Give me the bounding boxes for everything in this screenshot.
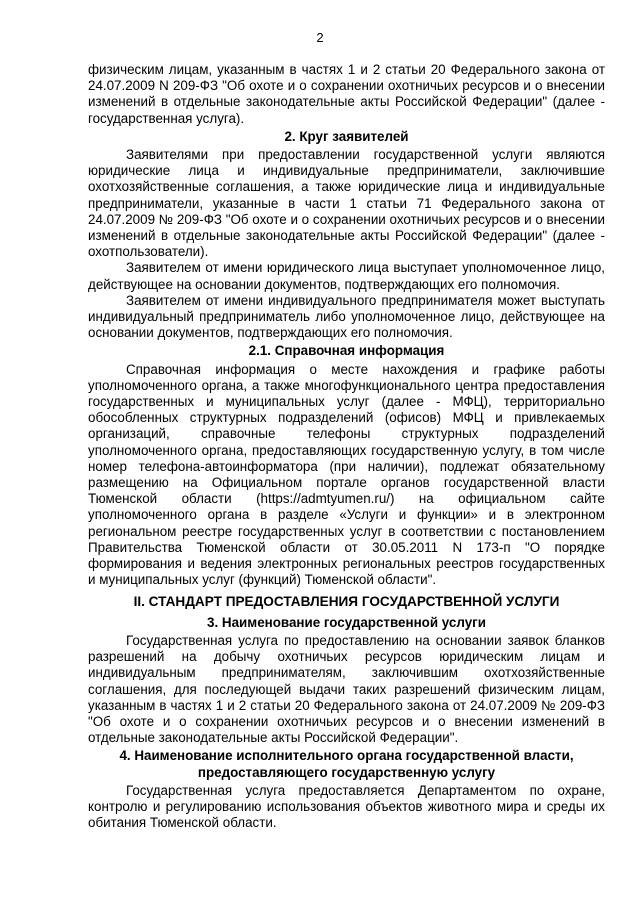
section-heading-reference-info: 2.1. Справочная информация [248, 343, 445, 359]
paragraph-executive-body: Государственная услуга предоставляется Департаментом по охране, контролю и регулированию использования объектов животного мира и среды их обитания Тюменской области. [88, 782, 605, 831]
paragraph-legal-entity-representative: Заявителем от имени юридического лица выступает уполномоченное лицо, действующее на основании документов, подтверждающих его полномочия. [88, 260, 605, 292]
paragraph-service-name: Государственная услуга по предоставлению на основании заявок бланков разрешений на добычу охотничьих ресурсов юридическим лицам и индивидуальным предпринимателям, заключившим охотхозяйственные соглашения, для последующей выдачи таких разрешений физическим лицам, указанным в частях 1 и 2 статьи 20 Федерального закона от 24.07.2009 № 209-ФЗ "Об охоте и о сохранении охотничьих ресурсов и о внесении изменений в отдельные законодательные акты Российской Федерации". [88, 632, 605, 746]
section-heading-applicants: 2. Круг заявителей [284, 128, 409, 144]
document-body [88, 62, 605, 831]
paragraph-entrepreneur-representative: Заявителем от имени индивидуального предпринимателя может выступать индивидуальный предприниматель либо уполномоченное лицо, действующее на основании документов, подтверждающих его полномочия. [88, 292, 605, 341]
section-heading-executive-body: 4. Наименование исполнительного органа государственной власти, предоставляющего государственную услугу [119, 748, 574, 780]
paragraph-applicants: Заявителями при предоставлении государственной услуги являются юридические лица и индивидуальные предприниматели, заключившие охотхозяйственные соглашения, а также юридические лица и индивидуальные предприниматели, указанные в части 1 статьи 71 Федерального закона от 24.07.2009 № 209-ФЗ "Об охоте и о сохранении охотничьих ресурсов и о внесении изменений в отдельные законодательные акты Российской Федерации" (далее - охотпользователи). [88, 147, 605, 260]
page-number: 2 [316, 30, 324, 45]
section-heading-service-name: 3. Наименование государственной услуги [207, 614, 486, 630]
paragraph-reference-info: Справочная информация о месте нахождения и графике работы уполномоченного органа, а также многофункционального центра предоставления государственных и муниципальных услуг (далее - МФЦ), территориально обособленных структурных подразделений (офисов) МФЦ и привлекаемых организаций, справочные телефоны структурных подразделений уполномоченного органа, предоставляющих государственную услугу, в том числе номер телефона-автоинформатора (при наличии), подлежат обязательному размещению на Официальном портале органов государственной власти Тюменской области (https://admtyumen.ru/) на официальном сайте уполномоченного органа в разделе «Услуги и функции» и в электронном региональном реестре государственных услуг в соответствии с постановлением Правительства Тюменской области от 30.05.2011 N 173-п "О порядке формирования и ведения электронных региональных реестров государственных и муниципальных услуг (функций) Тюменской области". [88, 361, 605, 588]
chapter-heading-service-standard: II. СТАНДАРТ ПРЕДОСТАВЛЕНИЯ ГОСУДАРСТВЕННОЙ УСЛУГИ [133, 593, 560, 609]
paragraph-intro-continuation: физическим лицам, указанным в частях 1 и 2 статьи 20 Федерального закона от 24.07.2009 N 209-ФЗ "Об охоте и о сохранении охотничьих ресурсов и о внесении изменений в отдельные законодательные акты Российской Федерации" (далее - государственная услуга). [88, 62, 605, 126]
